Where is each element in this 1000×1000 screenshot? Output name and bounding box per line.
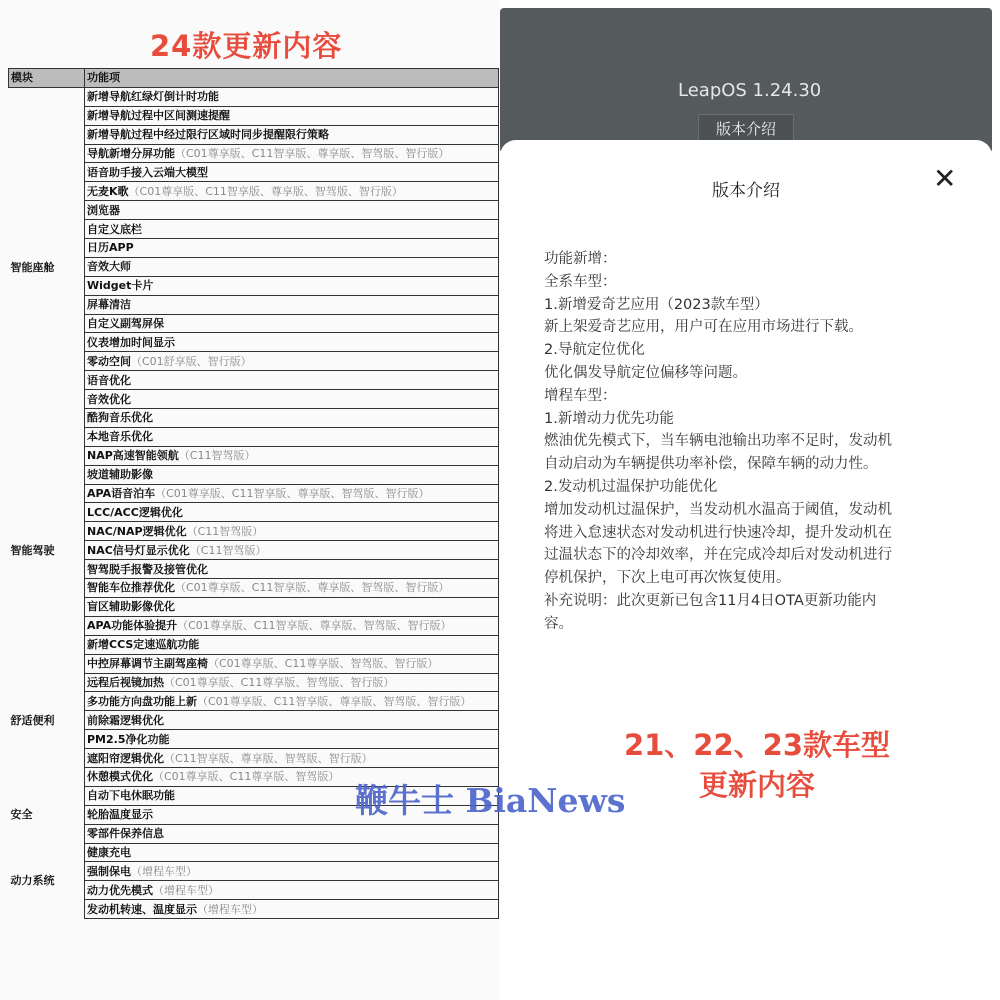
release-note-line: 燃油优先模式下，当车辆电池输出功率不足时，发动机 bbox=[544, 433, 892, 450]
annotation-models bbox=[607, 725, 907, 805]
feature-cell bbox=[85, 390, 499, 409]
feature-cell bbox=[85, 541, 499, 560]
feature-cell bbox=[85, 579, 499, 598]
feature-text: 浏览器 bbox=[87, 203, 120, 217]
feature-note: （C01舒享版、智行版） bbox=[131, 354, 252, 368]
module-cell: 动力系统 bbox=[9, 843, 85, 919]
release-note-line: 功能新增： bbox=[544, 251, 617, 267]
feature-text: 智能车位推荐优化 bbox=[87, 581, 175, 595]
release-note-line: 补充说明：此次更新已包含11月4日OTA更新功能内 bbox=[544, 592, 877, 609]
feature-text: 语音助手接入云端大模型 bbox=[87, 165, 208, 179]
feature-text: NAP高速智能领航 bbox=[87, 449, 179, 463]
feature-cell bbox=[85, 673, 499, 692]
feature-text: 仪表增加时间显示 bbox=[87, 335, 175, 349]
feature-cell bbox=[85, 276, 499, 295]
feature-cell bbox=[85, 163, 499, 182]
feature-text: 轮胎温度显示 bbox=[87, 808, 153, 822]
feature-cell bbox=[85, 881, 499, 900]
table-header-row bbox=[9, 69, 499, 88]
right-panel bbox=[500, 0, 1000, 1000]
feature-cell bbox=[85, 862, 499, 881]
release-notes bbox=[544, 248, 964, 636]
feature-note: （C01尊享版、C11智享版、尊享版、智驾版、智行版） bbox=[197, 694, 472, 708]
system-screen bbox=[500, 8, 992, 153]
feature-text: 坡道辅助影像 bbox=[87, 468, 153, 482]
feature-text: APA功能体验提升 bbox=[87, 619, 178, 633]
feature-text: 自动下电休眠功能 bbox=[87, 789, 175, 803]
release-note-line: 全系车型： bbox=[544, 273, 617, 290]
release-note-line: 1.新增动力优先功能 bbox=[544, 410, 674, 427]
release-note-line: 增加发动机过温保护，当发动机水温高于阈值，发动机 bbox=[544, 501, 892, 518]
feature-text: 远程后视镜加热 bbox=[87, 675, 164, 689]
feature-cell bbox=[85, 465, 499, 484]
feature-text: 新增CCS定速巡航功能 bbox=[87, 638, 200, 652]
feature-cell bbox=[85, 560, 499, 579]
feature-cell bbox=[85, 257, 499, 276]
close-icon[interactable]: ✕ bbox=[933, 162, 957, 195]
feature-text: 零部件保养信息 bbox=[87, 827, 164, 841]
feature-text: NAC信号灯显示优化 bbox=[87, 543, 190, 557]
feature-note: （C01尊享版、C11智享版、尊享版、智驾版、智行版） bbox=[177, 619, 452, 633]
feature-note: （增程车型） bbox=[197, 902, 263, 916]
module-cell: 智能座舱 bbox=[9, 87, 85, 446]
feature-cell bbox=[85, 597, 499, 616]
feature-text: 遮阳帘逻辑优化 bbox=[87, 751, 164, 765]
feature-cell bbox=[85, 201, 499, 220]
feature-text: 屏幕清洁 bbox=[87, 298, 131, 312]
feature-text: APA语音泊车 bbox=[87, 487, 156, 501]
annotation-line-2: 更新内容 bbox=[698, 768, 815, 802]
feature-cell bbox=[85, 333, 499, 352]
feature-note: （C11智驾版） bbox=[189, 543, 267, 557]
feature-note: （C01尊享版、C11尊享版、智驾版） bbox=[153, 770, 340, 784]
feature-cell bbox=[85, 711, 499, 730]
feature-text: 发动机转速、温度显示 bbox=[87, 902, 197, 916]
feature-text: 无麦K歌 bbox=[87, 184, 129, 198]
feature-text: 强制保电 bbox=[87, 864, 131, 878]
feature-note: （C01尊享版、C11尊享版、智驾版、智行版） bbox=[164, 675, 395, 689]
feature-text: 本地音乐优化 bbox=[87, 430, 153, 444]
release-note-line: 1.新增爱奇艺应用（2023款车型） bbox=[544, 296, 769, 313]
feature-text: 智驾脱手报警及接管优化 bbox=[87, 562, 208, 576]
feature-cell bbox=[85, 654, 499, 673]
feature-text: 健康充电 bbox=[87, 845, 131, 859]
module-cell: 舒适便利 bbox=[9, 654, 85, 786]
feature-cell bbox=[85, 220, 499, 239]
feature-text: 日历APP bbox=[87, 241, 134, 255]
feature-text: 语音优化 bbox=[87, 373, 131, 387]
feature-cell bbox=[85, 730, 499, 749]
feature-note: （C11智驾版） bbox=[178, 449, 256, 463]
feature-note: （C11智驾版） bbox=[186, 524, 264, 538]
feature-cell bbox=[85, 106, 499, 125]
feature-text: 音效优化 bbox=[87, 392, 131, 406]
feature-note: （C11智享版、尊享版、智驾版、智行版） bbox=[164, 751, 373, 765]
release-note-line: 优化偶发导航定位偏移等问题。 bbox=[544, 364, 747, 381]
feature-cell bbox=[85, 843, 499, 862]
feature-text: LCC/ACC逻辑优化 bbox=[87, 505, 183, 519]
feature-cell bbox=[85, 900, 499, 919]
annotation-line-1: 21、22、23款车型 bbox=[623, 728, 891, 762]
feature-text: NAC/NAP逻辑优化 bbox=[87, 524, 187, 538]
header-module: 模块 bbox=[9, 69, 85, 88]
release-note-line: 容。 bbox=[544, 615, 573, 632]
table-row bbox=[9, 843, 499, 862]
release-note-line: 新上架爱奇艺应用，用户可在应用市场进行下载。 bbox=[544, 319, 863, 336]
feature-text: 动力优先模式 bbox=[87, 883, 153, 897]
feature-text: 多功能方向盘功能上新 bbox=[87, 694, 197, 708]
feature-cell bbox=[85, 749, 499, 768]
feature-cell bbox=[85, 87, 499, 106]
version-intro-button[interactable]: 版本介绍 bbox=[698, 114, 794, 144]
feature-cell bbox=[85, 144, 499, 163]
version-intro-sheet bbox=[500, 140, 992, 1000]
feature-cell bbox=[85, 182, 499, 201]
sheet-title: 版本介绍 bbox=[712, 181, 780, 201]
feature-cell bbox=[85, 239, 499, 258]
feature-note: （C01尊享版、C11智享版、尊享版、智驾版、智行版） bbox=[175, 581, 450, 595]
feature-text: 中控屏幕调节主副驾座椅 bbox=[87, 657, 208, 671]
feature-cell bbox=[85, 635, 499, 654]
table-row bbox=[9, 446, 499, 465]
feature-text: 休憩模式优化 bbox=[87, 770, 153, 784]
feature-cell bbox=[85, 446, 499, 465]
feature-note: （增程车型） bbox=[153, 883, 219, 897]
feature-cell bbox=[85, 484, 499, 503]
feature-text: 自定义副驾屏保 bbox=[87, 317, 164, 331]
feature-cell bbox=[85, 616, 499, 635]
header-feature: 功能项 bbox=[85, 69, 499, 88]
feature-cell bbox=[85, 692, 499, 711]
release-note-line: 自动启动为车辆提供功率补偿，保障车辆的动力性。 bbox=[544, 456, 878, 473]
feature-text: PM2.5净化功能 bbox=[87, 732, 170, 746]
module-cell: 安全 bbox=[9, 786, 85, 843]
feature-text: 音效大师 bbox=[87, 260, 131, 274]
feature-text: Widget卡片 bbox=[87, 279, 154, 293]
release-note-line: 停机保护，下次上电可再次恢复使用。 bbox=[544, 570, 791, 587]
os-version: LeapOS 1.24.30 bbox=[678, 80, 822, 101]
feature-cell bbox=[85, 314, 499, 333]
feature-note: （C01尊享版、C11智享版、尊享版、智驾版、智行版） bbox=[128, 184, 403, 198]
feature-cell bbox=[85, 352, 499, 371]
feature-note: （C01尊享版、C11尊享版、智驾版、智行版） bbox=[208, 657, 439, 671]
feature-cell bbox=[85, 503, 499, 522]
feature-text: 新增导航过程中经过限行区域时同步提醒限行策略 bbox=[87, 128, 329, 142]
feature-text: 自定义底栏 bbox=[87, 222, 142, 236]
release-note-line: 2.发动机过温保护功能优化 bbox=[544, 478, 718, 495]
left-title: 24款更新内容 bbox=[150, 29, 343, 63]
table-row bbox=[9, 87, 499, 106]
release-note-line: 2.导航定位优化 bbox=[544, 342, 645, 359]
watermark-logo: 鞭牛士 BiaNews bbox=[355, 781, 626, 820]
feature-cell bbox=[85, 371, 499, 390]
feature-note: （增程车型） bbox=[131, 864, 197, 878]
feature-cell bbox=[85, 824, 499, 843]
feature-text: 零动空间 bbox=[87, 354, 131, 368]
table-row bbox=[9, 654, 499, 673]
feature-note: （C01尊享版、C11智享版、尊享版、智驾版、智行版） bbox=[175, 147, 450, 160]
feature-text: 盲区辅助影像优化 bbox=[87, 600, 175, 614]
release-note-line: 过温状态下的冷却效率，并在完成冷却后对发动机进行 bbox=[544, 547, 892, 564]
feature-cell bbox=[85, 125, 499, 144]
feature-text: 新增导航红绿灯倒计时功能 bbox=[87, 90, 219, 104]
feature-cell bbox=[85, 295, 499, 314]
feature-text: 新增导航过程中区间测速提醒 bbox=[87, 109, 230, 123]
feature-cell bbox=[85, 427, 499, 446]
feature-cell bbox=[85, 409, 499, 428]
release-note-line: 增程车型： bbox=[544, 387, 617, 404]
release-note-line: 将进入怠速状态对发动机进行快速冷却，提升发动机在 bbox=[544, 524, 892, 541]
feature-text: 导航新增分屏功能 bbox=[87, 147, 175, 160]
feature-cell bbox=[85, 522, 499, 541]
module-cell: 智能驾驶 bbox=[9, 446, 85, 654]
feature-text: 前除霜逻辑优化 bbox=[87, 713, 164, 727]
feature-note: （C01尊享版、C11智享版、尊享版、智驾版、智行版） bbox=[155, 487, 430, 501]
feature-text: 酷狗音乐优化 bbox=[87, 411, 153, 425]
